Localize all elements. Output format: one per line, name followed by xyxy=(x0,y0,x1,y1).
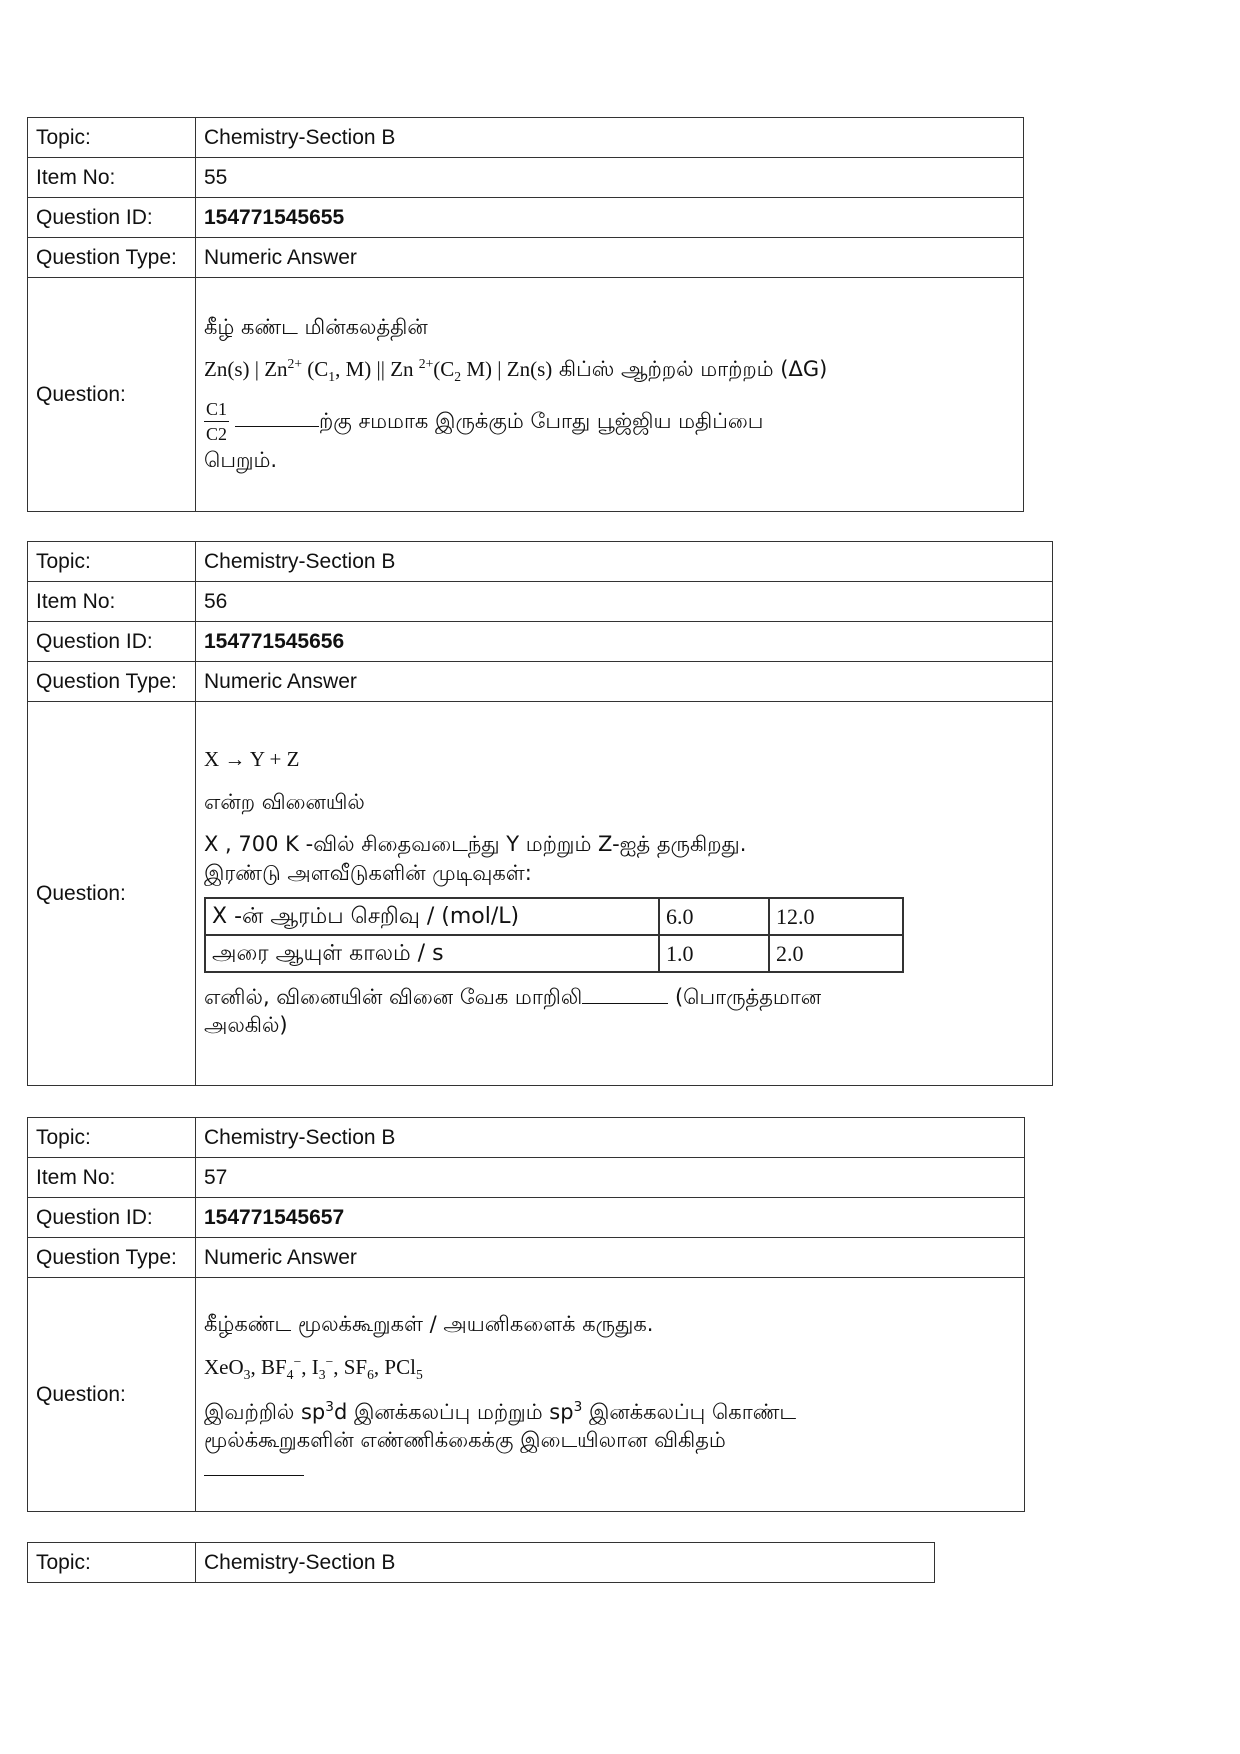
question-line: மூல்க்கூறுகளின் எண்ணிக்கைக்கு இடையிலான விகிதம் xyxy=(204,1428,726,1453)
question-id-label: Question ID: xyxy=(28,1198,196,1238)
fraction: $\frac{C1}{C2}$ xyxy=(206,398,228,444)
question-type-label: Question Type: xyxy=(28,662,196,702)
question-id-value: 154771545657 xyxy=(196,1198,1025,1238)
answer-blank xyxy=(235,426,319,427)
question-type-label: Question Type: xyxy=(28,238,196,278)
table-cell: அரை ஆயுள் காலம் / s xyxy=(205,935,659,972)
question-line: இரண்டு அளவீடுகளின் முடிவுகள்: xyxy=(204,860,532,885)
table-cell: 2.0 xyxy=(769,935,903,972)
question-table-58 xyxy=(27,1542,935,1583)
species-list: XeO$_3$, $BF_4^-$, $I_3^-$, $SF_6$, PCl$_5$ xyxy=(204,1353,423,1382)
topic-value: Chemistry-Section B xyxy=(196,118,1024,158)
item-no-label: Item No: xyxy=(28,1158,196,1198)
question-line: கீழ்கண்ட மூலக்கூறுகள் / அயனிகளைக் கருதுக. xyxy=(204,1312,654,1337)
table-row xyxy=(205,935,903,972)
question-label: Question: xyxy=(28,278,196,512)
question-id-value: 154771545655 xyxy=(196,198,1024,238)
table-cell: X -ன் ஆரம்ப செறிவு / (mol/L) xyxy=(205,898,659,935)
table-cell: 1.0 xyxy=(659,935,769,972)
table-cell: 6.0 xyxy=(659,898,769,935)
topic-label: Topic: xyxy=(28,542,196,582)
question-line xyxy=(204,1455,1016,1477)
question-line: அலகில்) xyxy=(204,1013,288,1038)
question-table-57 xyxy=(27,1117,1025,1512)
item-no-label: Item No: xyxy=(28,158,196,198)
item-no-value: 56 xyxy=(196,582,1053,622)
reaction-equation: X → Y + Z xyxy=(204,747,300,772)
question-line: Zn(s) | $Zn^{2+}$ ($C_1$, M) || Zn $^{2+}(C_2$ M) | Zn(s) கிப்ஸ் ஆற்றல் மாற்றம் (ΔG) xyxy=(204,355,828,385)
topic-label: Topic: xyxy=(28,1118,196,1158)
question-table-55 xyxy=(27,117,1024,512)
item-no-value: 55 xyxy=(196,158,1024,198)
topic-value: Chemistry-Section B xyxy=(196,542,1053,582)
question-body xyxy=(196,702,1053,1086)
question-id-value: 154771545656 xyxy=(196,622,1053,662)
table-cell: 12.0 xyxy=(769,898,903,935)
item-no-value: 57 xyxy=(196,1158,1025,1198)
question-body xyxy=(196,278,1024,512)
question-line: இவற்றில் $sp^3d$ இனக்கலப்பு மற்றும் $sp^3$ இனக்கலப்பு கொண்ட xyxy=(204,1399,797,1425)
question-id-label: Question ID: xyxy=(28,198,196,238)
topic-label: Topic: xyxy=(28,1543,196,1583)
table-row xyxy=(205,898,903,935)
answer-blank xyxy=(582,1003,668,1004)
question-id-label: Question ID: xyxy=(28,622,196,662)
topic-value: Chemistry-Section B xyxy=(196,1118,1025,1158)
topic-label: Topic: xyxy=(28,118,196,158)
question-type-value: Numeric Answer xyxy=(196,1238,1025,1278)
question-line: எனில், வினையின் வினை வேக மாறிலி (பொருத்தமான xyxy=(204,984,822,1009)
answer-blank xyxy=(204,1475,304,1476)
question-table-56 xyxy=(27,541,1053,1086)
question-line: $\frac{C1}{C2}$ ற்கு சமமாக இருக்கும் போது பூஜ்ஜிய மதிப்பை xyxy=(204,397,1015,447)
data-table xyxy=(204,897,904,973)
question-body xyxy=(196,1278,1025,1512)
question-line: பெறும். xyxy=(204,448,278,473)
question-line: என்ற வினையில் xyxy=(204,789,365,814)
question-label: Question: xyxy=(28,702,196,1086)
question-label: Question: xyxy=(28,1278,196,1512)
question-line: கீழ் கண்ட மின்கலத்தின் xyxy=(204,314,428,339)
question-type-value: Numeric Answer xyxy=(196,238,1024,278)
question-type-label: Question Type: xyxy=(28,1238,196,1278)
question-type-value: Numeric Answer xyxy=(196,662,1053,702)
item-no-label: Item No: xyxy=(28,582,196,622)
topic-value: Chemistry-Section B xyxy=(196,1543,935,1583)
question-line: X , 700 K -வில் சிதைவடைந்து Y மற்றும் Z-ஐத் தருகிறது. xyxy=(204,832,747,857)
cell-notation: Zn(s) | $Zn^{2+}$ ($C_1$, M) || Zn $^{2+}(C_2$ M) | Zn(s) xyxy=(204,355,553,385)
